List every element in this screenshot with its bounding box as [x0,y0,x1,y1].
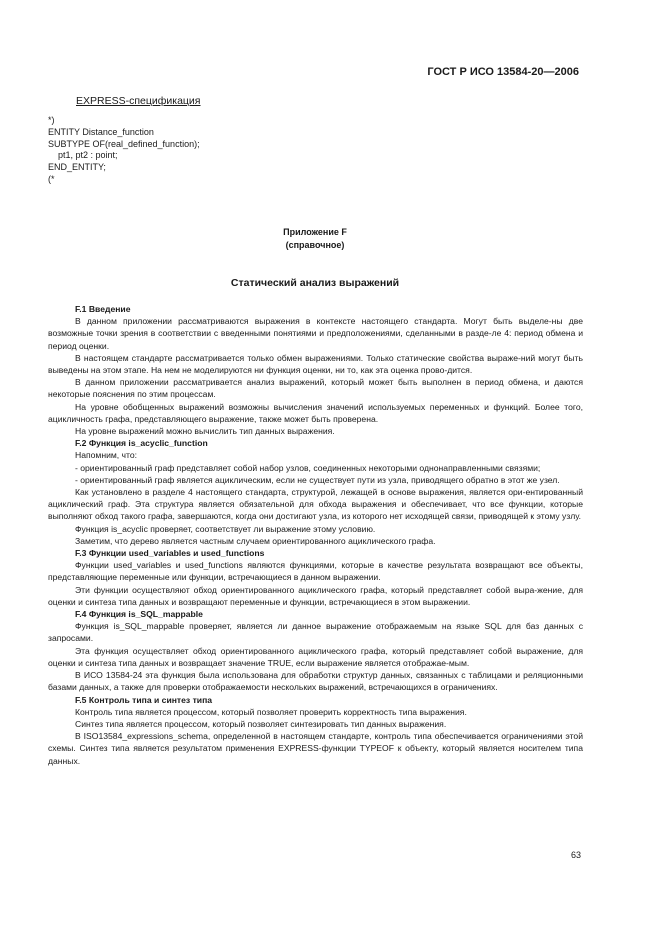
appendix-label: Приложение F [283,227,347,237]
paragraph: Напомним, что: [75,450,138,461]
paragraph: На уровне обобщенных выражений возможны вычисления значений используемых переменных и функций. Более того, ацикличность графа, представляющего выражение, также может быть проверена. [48,401,583,424]
paragraph: Как установлено в разделе 4 настоящего стандарта, структурой, лежащей в основе выражения, является ори-ентированный ациклический граф. Эта структура является обязательной для обхода выражения и обеспечивает, что все функции, которые выполняют обход такого графа, завершаются, когда они достигают узла, из которого нет исходящей связи, приводящей к этому узлу. [48,487,583,522]
paragraph: - ориентированный граф является ациклическим, если не существует пути из узла, приводящего обратно в этот же узел. [75,474,560,485]
paragraph: В ISO13584_expressions_schema, определенной в настоящем стандарте, контроль типа обеспечивается ограничениями этой схемы. Синтез типа является результатом применения EXPRESS-функции TYPEOF к объекту, который является носителем типа данных. [48,731,583,766]
paragraph: Функции used_variables и used_functions являются функциями, которые в качестве результата возвращают все объекты, представляющие переменные или функции, встречающиеся в данном выражении. [48,560,583,583]
paragraph: - ориентированный граф представляет собой набор узлов, соединенных некоторыми однонаправленными связями; [75,462,541,473]
paragraph: Эти функции осуществляют обход ориентированного ациклического графа, который представляет собой выра-жение, для оценки и синтеза типа данных и возвращают переменные и функции, встречающиеся в этом выражении. [48,584,583,607]
subsection-heading: F.5 Контроль типа и синтез типа [75,694,213,705]
appendix-type: (справочное) [285,240,345,250]
paragraph: Функция is_SQL_mappable проверяет, является ли данное выражение отображаемым на языке SQL для баз данных с запросами. [48,621,583,644]
paragraph: Контроль типа является процессом, который позволяет проверить корректность типа выражения. [75,706,467,717]
paragraph: В данном приложении рассматривается анализ выражений, который может быть выполнен в период обмена, и даются некоторые пояснения по этим процессам. [48,377,583,400]
subsection-heading: F.2 Функция is_acyclic_function [75,438,208,449]
paragraph: В настоящем стандарте рассматривается только обмен выражениями. Только статические свойства выраже-ний могут быть выведены на этом этапе. На нем не моделируются ни функция оценки, ни то, как эта оценка прово-дится. [48,352,583,376]
paragraph: На уровне выражений можно вычислить тип данных выражения. [75,426,335,437]
page-number: 63 [570,850,581,860]
paragraph: Заметим, что дерево является частным случаем ориентированного ациклического графа. [75,535,436,546]
subsection-heading: F.1 Введение [75,304,131,314]
appendix-heading [0,226,630,252]
paragraph: Эта функция осуществляет обход ориентированного ациклического графа, который представляет собой выражение, для оценки и синтеза типа данных и возвращает значение TRUE, если выражение является отображае-мым. [48,645,583,668]
paragraph: Синтез типа является процессом, который позволяет синтезировать тип данных выражения. [75,718,447,729]
subsection-heading: F.4 Функция is_SQL_mappable [75,609,203,620]
standard-header: ГОСТ Р ИСО 13584-20—2006 [427,66,579,78]
body-text [48,303,583,767]
subsection-heading: F.3 Функции used_variables и used_functions [75,548,265,559]
section-title: Статический анализ выражений [230,277,400,289]
express-code-block: *) ENTITY Distance_function SUBTYPE OF(real_defined_function); pt1, pt2 : point; END_ENTITY; (* [48,115,200,184]
paragraph: В данном приложении рассматриваются выражения в контексте настоящего стандарта. Могут быть выделе-ны две возможные точки зрения в соответствии с введенными понятиями и предположениями, сделанными в разде-ле 4: период обмена и период оценки. [48,316,583,351]
spec-title: EXPRESS-спецификация [76,95,201,107]
paragraph: В ИСО 13584-24 эта функция была использована для обработки структур данных, связанных с таблицами и реляционными базами данных, а также для проверки отображаемости нескольких выражений, встречающихся в ограничениях. [48,670,583,693]
paragraph: Функция is_acyclic проверяет, соответствует ли выражение этому условию. [75,523,376,534]
